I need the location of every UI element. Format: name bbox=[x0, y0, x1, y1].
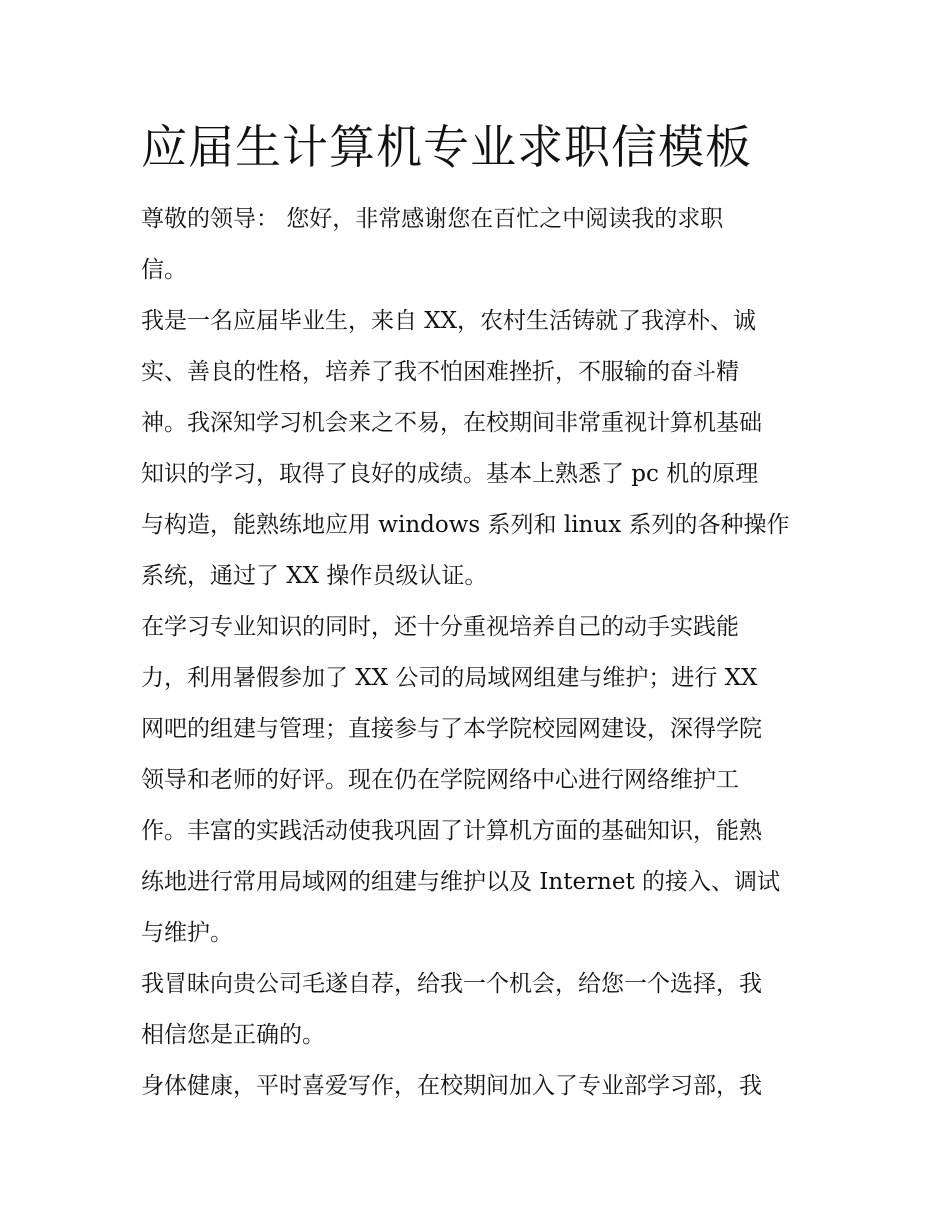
document-body bbox=[141, 112, 813, 1112]
text-line: 信。 bbox=[141, 257, 187, 283]
text-line: 系统，通过了 XX 操作员级认证。 bbox=[141, 563, 488, 589]
text-line: 网吧的组建与管理；直接参与了本学院校园网建设，深得学院 bbox=[141, 716, 762, 742]
text-line: 身体健康，平时喜爱写作，在校期间加入了专业部学习部，我 bbox=[141, 1073, 762, 1099]
text-line: 练地进行常用局域网的组建与维护以及 Internet 的接入、调试 bbox=[141, 869, 781, 895]
text-line: 力，利用暑假参加了 XX 公司的局域网组建与维护；进行 XX bbox=[141, 665, 758, 691]
text-line: 尊敬的领导： 您好，非常感谢您在百忙之中阅读我的求职 bbox=[141, 206, 724, 232]
text-line: 知识的学习，取得了良好的成绩。基本上熟悉了 pc 机的原理 bbox=[141, 461, 759, 487]
text-line: 我是一名应届毕业生，来自 XX，农村生活铸就了我淳朴、诚 bbox=[141, 308, 757, 334]
paragraph-greeting bbox=[141, 194, 813, 296]
text-line: 神。我深知学习机会来之不易，在校期间非常重视计算机基础 bbox=[141, 410, 762, 436]
text-line: 实、善良的性格，培养了我不怕困难挫折，不服输的奋斗精 bbox=[141, 359, 739, 385]
text-line: 作。丰富的实践活动使我巩固了计算机方面的基础知识，能熟 bbox=[141, 818, 762, 844]
text-line: 我冒昧向贵公司毛遂自荐，给我一个机会，给您一个选择，我 bbox=[141, 971, 762, 997]
document-title: 应届生计算机专业求职信模板 bbox=[141, 120, 752, 174]
text-line: 与构造，能熟练地应用 windows 系列和 linux 系列的各种操作 bbox=[141, 512, 790, 538]
paragraph-introduction bbox=[141, 296, 813, 602]
text-line: 领导和老师的好评。现在仍在学院网络中心进行网络维护工 bbox=[141, 767, 739, 793]
text-line: 在学习专业知识的同时，还十分重视培养自己的动手实践能 bbox=[141, 614, 739, 640]
text-line: 相信您是正确的。 bbox=[141, 1022, 325, 1048]
paragraph-self-recommendation bbox=[141, 959, 813, 1061]
paragraph-personal bbox=[141, 1061, 813, 1112]
text-line: 与维护。 bbox=[141, 920, 233, 946]
paragraph-practice bbox=[141, 602, 813, 959]
